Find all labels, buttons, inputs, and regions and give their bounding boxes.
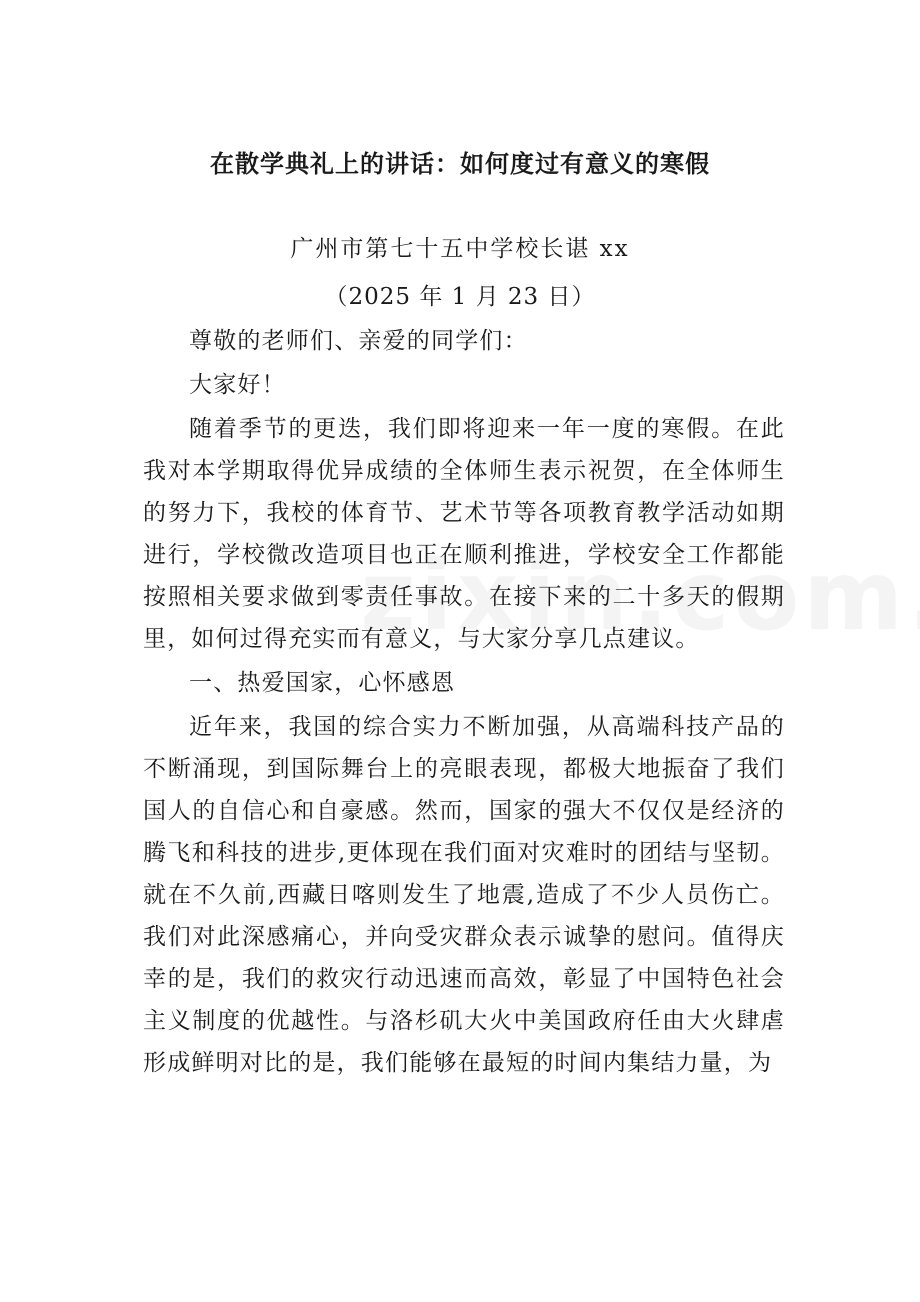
paragraph: 近年来，我国的综合实力不断加强，从高端科技产品的不断涌现，到国际舞台上的亮眼表现，都极大地振奋了我们国人的自信心和自豪感。然而，国家的强大不仅仅是经济的腾飞和科技的进步,更体现在我们面对灾难时的团结与坚韧。就在不久前,西藏日喀则发生了地震,造成了不少人员伤亡。我们对此深感痛心，并向受灾群众表示诚挚的慰问。值得庆幸的是，我们的救灾行动迅速而高效，彰显了中国特色社会主义制度的优越性。与洛杉矶大火中美国政府任由大火肆虐形成鲜明对比的是，我们能够在最短的时间内集结力量，为 [143,714,785,1076]
salutation: 尊敬的老师们、亲爱的同学们： [189,328,528,354]
date-line: （2025 年 1 月 23 日） [324,284,596,310]
author-line: 广州市第七十五中学校长谌 xx [290,236,630,262]
paragraph: 随着季节的更迭，我们即将迎来一年一度的寒假。在此我对本学期取得优异成绩的全体师生表示祝贺，在全体师生的努力下，我校的体育节、艺术节等各项教育教学活动如期进行，学校微改造项目也正在顺利推进，学校安全工作都能按照相关要求做到零责任事故。在接下来的二十多天的假期里，如何过得充实而有意义，与大家分享几点建议。 [143,416,785,652]
page-title: 在散学典礼上的讲话：如何度过有意义的寒假 [210,149,710,178]
greeting: 大家好！ [189,372,286,398]
body-text [143,320,785,1086]
section-heading: 一、热爱国家，心怀感恩 [189,670,456,696]
